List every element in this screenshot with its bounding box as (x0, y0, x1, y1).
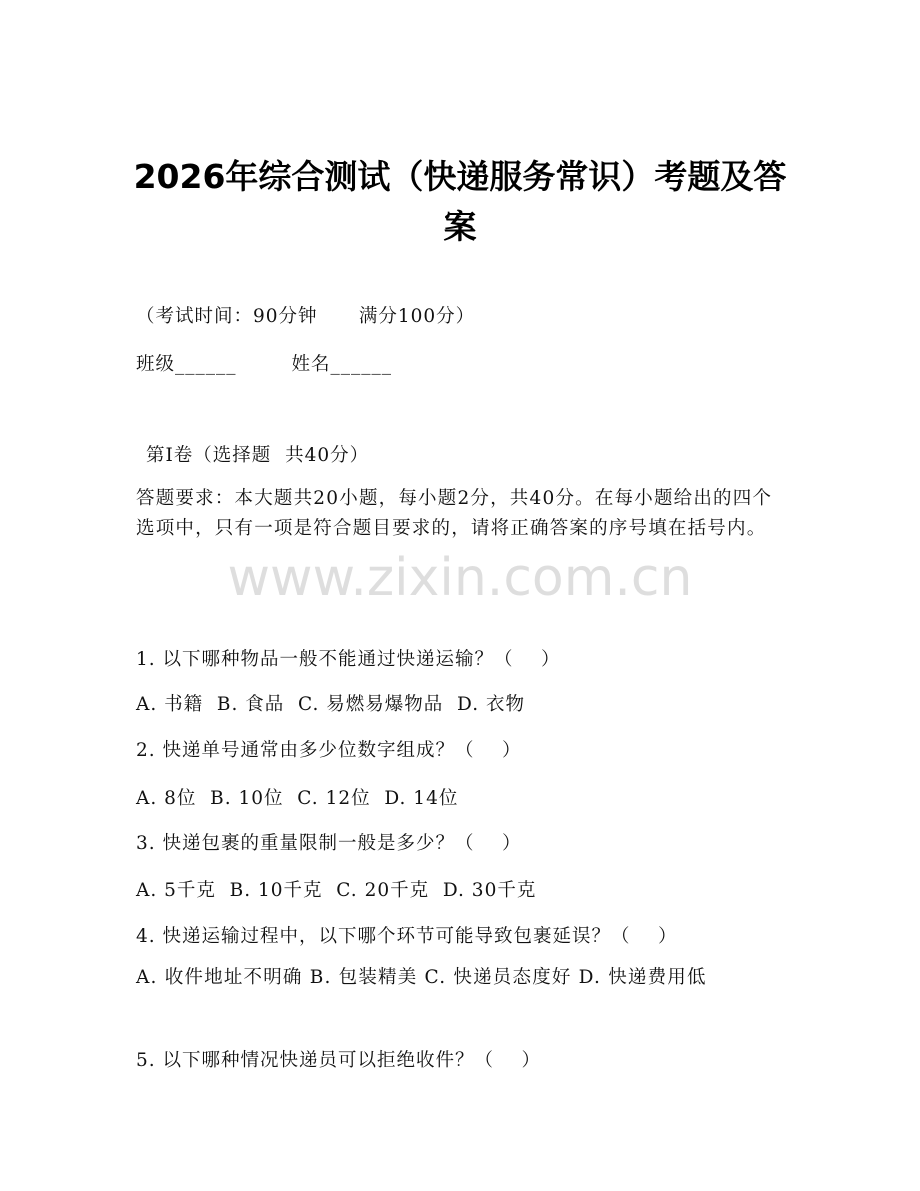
question-stem: 2. 快递单号通常由多少位数字组成？（ ） (136, 740, 522, 761)
question-stem: 3. 快递包裹的重量限制一般是多少？（ ） (136, 833, 522, 854)
watermark: www.zixin.com.cn (227, 548, 693, 608)
section-heading: 第I卷（选择题 共40分） (146, 445, 370, 466)
question-stem: 5. 以下哪种情况快递员可以拒绝收件？（ ） (136, 1050, 542, 1071)
question-options: A. 书籍 B. 食品 C. 易燃易爆物品 D. 衣物 (136, 694, 525, 715)
question-stem: 1. 以下哪种物品一般不能通过快递运输？（ ） (136, 649, 561, 670)
question-options: A. 收件地址不明确 B. 包装精美 C. 快递员态度好 D. 快递费用低 (136, 967, 707, 988)
question-stem: 4. 快递运输过程中，以下哪个环节可能导致包裹延误？（ ） (136, 926, 678, 947)
exam-info: （考试时间：90分钟 满分100分） (136, 306, 476, 327)
document-title: 2026年综合测试（快递服务常识）考题及答案 (133, 157, 787, 246)
class-name-line: 班级______ 姓名______ (136, 354, 393, 375)
question-options: A. 5千克 B. 10千克 C. 20千克 D. 30千克 (136, 880, 537, 901)
instructions: 答题要求：本大题共20小题，每小题2分，共40分。在每小题给出的四个选项中，只有一项是符合题目要求的，请将正确答案的序号填在括号内。 (136, 488, 773, 539)
question-options: A. 8位 B. 10位 C. 12位 D. 14位 (136, 788, 459, 809)
